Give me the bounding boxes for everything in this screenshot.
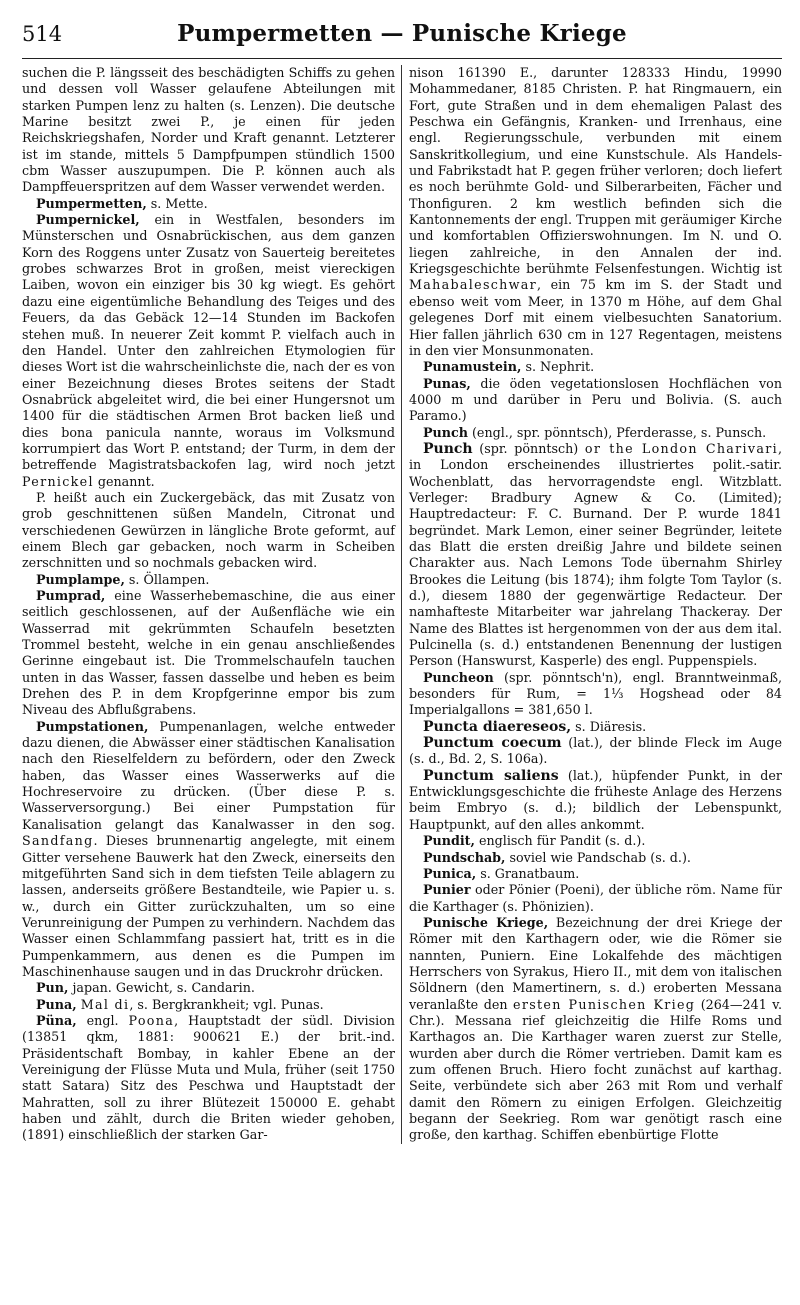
- entry-text: (spr. pönntsch'n), engl. Branntweinmaß, besonders für Rum, = 1⅓ Hogshead oder 84 Imperialgallons = 381,650 l.: [409, 669, 782, 718]
- emphasis: Mahabaleschwar: [409, 277, 538, 293]
- entry-text: japan. Gewicht, s. Candarin.: [68, 980, 255, 996]
- headword: Pumpermetten,: [36, 195, 147, 211]
- page-number: 514: [22, 22, 63, 46]
- entry-punica: [409, 866, 782, 882]
- entry-text: , Hauptstadt der südl. Division (13851 qkm, 1881: 900621 E.) der brit.-ind. Präsidentschaft Bombay, in kahler Ebene an der Vereinigung der Flüsse Muta und Mula, früher (seit 1750 statt Satara) Sitz des Peschwa und Hauptstadt der Mahratten, soll zu ihrer Blütezeit 150000 E. gehabt haben und zählt, durch die Briten wieder gehoben, (1891) einschließlich der starken Gar-: [22, 1012, 395, 1143]
- entry-puncta-diaereseos: [409, 719, 782, 735]
- entry-pumprad: [22, 588, 395, 719]
- entry-text: s. Mette.: [146, 195, 208, 211]
- headword: Pumpstationen,: [36, 718, 149, 734]
- headword: Pumprad,: [36, 588, 106, 603]
- entry-text: eine Wasserhebemaschine, die aus einer seitlich geschlossenen, auf der Außenfläche wie ein Wasserrad mit gekrümmten Schaufeln besetzten Trommel besteht, welche in ein genau anschließendes Gerinne eingebaut ist. Die Trommelschaufeln tauchen unten in das Wasser, fassen dasselbe und heben es beim Drehen des P. in dem Kropfgerinne empor bis zum Niveau des Abflußgrabens.: [22, 588, 395, 718]
- entry-punch-magazine: [409, 441, 782, 670]
- entry-pun: [22, 980, 395, 996]
- entry-text: s. Öllampen.: [124, 571, 210, 587]
- headword: Puna,: [36, 996, 77, 1012]
- entry-pumpernickel: [22, 212, 395, 490]
- entry-text: s. Diäresis.: [571, 718, 647, 734]
- entry-text: (lat.), der blinde Fleck im Auge (s. d., Bd. 2, S. 106a).: [409, 735, 782, 767]
- entry-text: nison 161390 E., darunter 128333 Hindu, 19990 Mohammedaner, 8185 Christen. P. hat Ringmauern, ein Fort, gute Straßen und in dem ehemaligen Palast des Peschwa ein Gefängnis, Kranken- und Irrenhaus, eine engl. Regierungsschule, verbunden mit einem Sanskritkollegium, und eine Kunstschule. Als Handels- und Fabrikstadt hat P. gegen früher verloren; doch liefert es noch berühmte Gold- und Silberarbeiten, Fächer und Thonfiguren. 2 km westlich befinden sich die Kantonnements der engl. Truppen mit geräumiger Kirche und komfortablen Offizierswohnungen. Im N. und O. liegen zahlreiche, in den Annalen der ind. Kriegsgeschichte berühmte Felsenfestungen. Wichtig ist: [409, 65, 782, 277]
- left-column: [22, 65, 395, 1144]
- entry-text: engl.: [76, 1012, 129, 1028]
- entry-text: genannt.: [93, 473, 155, 489]
- headword: Punch: [423, 440, 473, 457]
- headword: Pundit,: [423, 833, 475, 849]
- entry-pundit: [409, 833, 782, 849]
- entry-text: Bezeichnung der drei Kriege der Römer mit den Karthagern oder, wie die Römer sie nannten, Puniern. Eine Lokalfehde des mächtigen Herrschers von Syrakus, Hiero II., mit dem von italischen Söldnern (den Mamertinern, s. d.) eroberten Messana veranlaßte den: [409, 914, 782, 1012]
- headword: Punica,: [423, 865, 477, 881]
- entry-text: , s. Bergkrankheit; vgl. Punas.: [129, 996, 324, 1012]
- entry-punische-kriege: [409, 915, 782, 1144]
- continued-paragraph: suchen die P. längsseit des beschädigten Schiffs zu gehen und dessen voll Wasser gelaufene Abteilungen mit starken Pumpen lenz zu halten (s. Lenzen). Die deutsche Marine besitzt zwei P., je einen für jeden Reichskriegshafen, Norder und Kraft genannt. Letzterer ist im stande, mittels 5 Dampfpumpen stündlich 1500 cbm Wasser auszupumpen. Die P. können auch als Dampffeuerspritzen auf dem Wasser verwendet werden.: [22, 65, 395, 195]
- emphasis: Pernickel: [22, 473, 94, 489]
- entry-text: oder Pönier (Poeni), der übliche röm. Name für die Karthager (s. Phönizien).: [409, 882, 782, 914]
- headword: Punische Kriege,: [423, 914, 549, 930]
- entry-pumpernickel-para2: P. heißt auch ein Zuckergebäck, das mit Zusatz von grob geschnittenen süßen Mandeln, Citronat und verschiedenen Gewürzen in längliche Brote geformt, auf einem Blech gar gebacken, noch warm in Scheiben zerschnitten und so nochmals gebacken wird.: [22, 489, 395, 571]
- entry-text: s. Granatbaum.: [476, 865, 580, 881]
- entry-text: englisch für Pandit (s. d.).: [474, 833, 646, 849]
- headword: Punctum coecum: [423, 735, 562, 752]
- entry-punch-horse: [409, 425, 782, 441]
- entry-text: die öden vegetationslosen Hochflächen von 4000 m und darüber in Peru und Bolivia. (S. auch Paramo.): [409, 375, 782, 424]
- headword: Punamustein,: [423, 359, 522, 375]
- entry-text: ein in Westfalen, besonders im Münsterschen und Osnabrückischen, aus dem ganzen Korn des Roggens unter Zusatz von Sauerteig bereitetes grobes schwarzes Brot in großen, meist viereckigen Laiben, wovon ein einziger bis 30 kg wiegt. Es gehört dazu eine eigentümliche Behandlung des Teiges und des Feuers, da das Gebäck 12—14 Stunden im Backofen stehen muß. In neuerer Zeit kommt P. vielfach auch in den Handel. Unter den zahlreichen Etymologien für dieses Wort ist die wahrscheinlichste die, nach der es von einer Bezeichnung dieses Brotes seitens der Stadt Osnabrück abgeleitet wird, die bei einer Hungersnot um 1400 für die städtischen Armen Brot backen ließ und dies bona panicula nannte, woraus im Volksmund korrumpiert das Wort P. entstand; der Turm, in dem der betreffende Magistratsbackofen lag, wird noch jetzt: [22, 212, 395, 473]
- entry-pumplampe: [22, 572, 395, 588]
- headword: Punier: [423, 882, 471, 898]
- page-header: [22, 0, 782, 59]
- entry-punas: [409, 376, 782, 425]
- headword: Pun,: [36, 980, 69, 996]
- entry-text: , ein 75 km im S. der Stadt und ebenso weit vom Meer, in 1370 m Höhe, auf dem Ghal gelegenes Dorf mit einem vielbesuchten Sanatorium. Hier fallen jährlich 630 cm in 127 Regentagen, meistens in den vier Monsunmonaten.: [409, 277, 782, 358]
- entry-text: . Dieses brunnenartig angelegte, mit einem Gitter versehene Bauwerk hat den Zweck, einerseits den mitgeführten Sand sich in dem tiefsten Teile ablagern zu lassen, anderseits größere Bestandteile, wie Papier u. s. w., durch ein Gitter zurückzuhalten, um so eine Verunreinigung der Pumpen zu verhindern. Nachdem das Wasser einen Schlammfang passiert hat, tritt es in die Pumpenkammern, aus denen es die Pumpen im Maschinenhause saugen und in das Druckrohr drücken.: [22, 833, 395, 979]
- emphasis: Sandfang: [22, 833, 94, 849]
- entry-text: (lat.), hüpfender Punkt, in der Entwicklungsgeschichte die früheste Anlage des Herzens beim Embryo (s. d.); bildlich der Lebenspunkt, Hauptpunkt, auf den alles ankommt.: [409, 767, 782, 832]
- text-columns: [22, 65, 782, 1144]
- emphasis: or the London Charivari: [584, 440, 778, 456]
- entry-text: soviel wie Pandschab (s. d.).: [505, 849, 691, 865]
- headword: Punctum saliens: [423, 767, 559, 784]
- entry-pumpermetten: [22, 196, 395, 212]
- entry-text: , in London erscheinendes illustriertes polit.-satir. Wochenblatt, das hervorragendste engl. Witzblatt. Verleger: Bradbury Agnew & Co. (Limited); Hauptredacteur: F. C. Burnand. Der P. wurde 1841 begründet. Mark Lemon, einer seiner Begründer, leitete das Blatt die ersten dreißig Jahre und bildete seinen Charakter aus. Nach Lemons Tode übernahm Shirley Brookes die Leitung (bis 1874); ihm folgte Tom Taylor (s. d.), diesem 1880 der gegenwärtige Redacteur. Der namhafteste Mitarbeiter war jahrelang Thackeray. Der Name des Blattes ist hergenommen von der aus dem ital. Pulcinella (s. d.) entstandenen Benennung der lustigen Person (Hanswurst, Kasperle) des engl. Puppenspiels.: [409, 440, 782, 669]
- emphasis: ersten Punischen Krieg: [513, 996, 696, 1012]
- entry-text: (spr. pönntsch): [472, 440, 585, 456]
- headword: Püna,: [36, 1012, 77, 1028]
- headword: Pundschab,: [423, 849, 506, 865]
- entry-punier: [409, 882, 782, 915]
- right-column: [409, 65, 782, 1144]
- headword: Puncheon: [423, 669, 494, 685]
- entry-punctum-coecum: [409, 735, 782, 768]
- headword: Pumpernickel,: [36, 212, 140, 228]
- headword: Punch: [423, 424, 468, 440]
- emphasis: Mal di: [80, 996, 130, 1012]
- headword: Puncta diaereseos,: [423, 718, 572, 735]
- entry-puena: [22, 1013, 395, 1144]
- entry-puna: [22, 997, 395, 1013]
- entry-text: (264—241 v. Chr.). Messana rief gleichzeitig die Hilfe Roms und Karthagos an. Die Karthager waren zuerst zur Stelle, wurden aber durch die Römer vertrieben. Damit kam es zum offenen Bruch. Hiero focht zunächst auf karthag. Seite, verbündete sich aber 263 mit Rom und verhalf damit den Römern zu einigen Erfolgen. Gleichzeitig begann der Seekrieg. Rom war genötigt rasch eine große, den karthag. Schiffen ebenbürtige Flotte: [409, 996, 782, 1143]
- entry-puncheon: [409, 670, 782, 719]
- running-head: Pumpermetten — Punische Kriege: [177, 20, 627, 47]
- entry-text: Pumpenanlagen, welche entweder dazu dienen, die Abwässer einer städtischen Kanalisation nach den Rieselfeldern zu befördern, oder den Zweck haben, das Wasser eines Wasserwerks auf die Hochreservoire zu drücken. (Über diese P. s. Wasserversorgung.) Bei einer Pumpstation für Kanalisation gelangt das Kanalwasser in den sog.: [22, 718, 395, 832]
- entry-punamustein: [409, 359, 782, 375]
- headword: Punas,: [423, 375, 471, 391]
- entry-text: (engl., spr. pönntsch), Pferderasse, s. Punsch.: [467, 424, 767, 440]
- entry-text: s. Nephrit.: [521, 359, 595, 375]
- entry-puena-continued: [409, 65, 782, 359]
- emphasis: Poona: [128, 1012, 175, 1028]
- entry-punctum-saliens: [409, 768, 782, 833]
- headword: Pumplampe,: [36, 571, 125, 587]
- entry-pundschab: [409, 850, 782, 866]
- entry-pumpstationen: [22, 719, 395, 981]
